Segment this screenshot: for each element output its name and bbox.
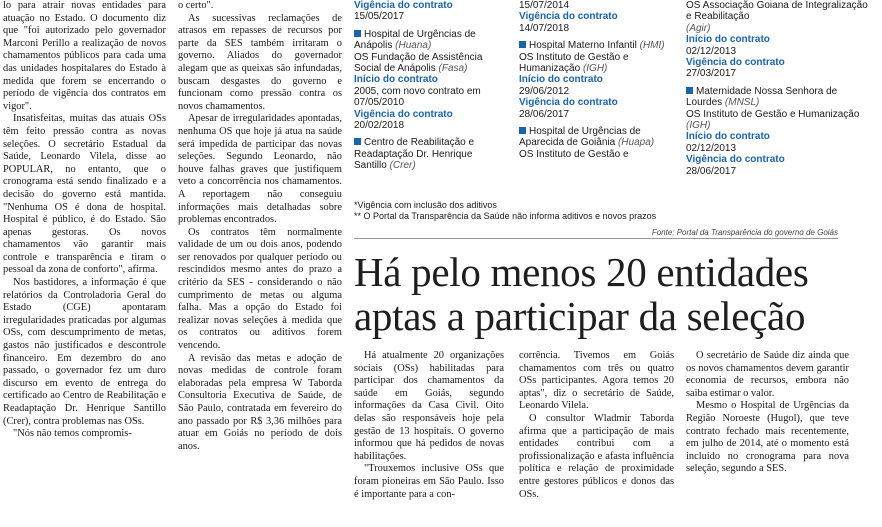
note: *Vigência com inclusão dos aditivos: [354, 200, 497, 210]
article-column-2: [178, 0, 342, 453]
paragraph: Há atualmente 20 organizações sociais (OSs) habilitadas para participar dos chamamentos da saúde em Goiás, segundo informações da Casa Civil. Oito delas são responsáveis hoje pela gestão de 13 hospitais. O governo informou que há pedidos de novas habilitações.: [354, 350, 504, 462]
label: Início do contrato: [686, 131, 770, 143]
date-value: 2005, com novo contrato em 07/05/2010: [354, 85, 481, 109]
contract-entry: [354, 0, 504, 23]
contract-entry: [519, 0, 674, 34]
label: Vigência do contrato: [354, 108, 453, 120]
date-value: 28/06/2017: [519, 108, 570, 120]
os-name: OS Instituto de Gestão e Humanização (IGH): [686, 108, 860, 132]
date-value: 02/12/2013: [686, 142, 737, 154]
source-credit: Fonte: Portal da Transparência do governo de Goiás: [354, 228, 838, 239]
table-notes: [354, 200, 874, 222]
os-name: OS Instituto de Gestão e Humanização (IGH): [519, 51, 629, 75]
label: Vigência do contrato: [519, 97, 618, 109]
label: Início do contrato: [519, 74, 603, 86]
headline-line: aptas a participar da seleção: [354, 293, 806, 339]
contracts-table-column-1: [354, 0, 504, 178]
paragraph: o certo".: [178, 0, 214, 11]
paragraph: "Trouxemos inclusive OSs que foram pioneiras em São Paulo. Isso é importante para a con-: [354, 463, 504, 500]
paragraph: Os contratos têm normalmente validade de um ou dois anos, podendo ser renovados por qualquer período ou rescindidos mesmo antes do prazo a critério da SES - considerando o não cumprimento de metas ou alguma falha. Mas a opção do Estado foi realizar novas seleções à medida que os contratos ou aditivos forem vencendo.: [178, 226, 342, 352]
label: Vigência do contrato: [686, 154, 785, 166]
label: Início do contrato: [354, 74, 438, 86]
contracts-table-column-2: [519, 0, 674, 166]
contract-entry: [354, 137, 504, 171]
os-name: OS Fundação de Assistência Social de Anápolis (Fasa): [354, 51, 483, 75]
label: Início do contrato: [686, 34, 770, 46]
paragraph: O consultor Wladmir Taborda afirma que a participação de mais entidades contribui com a profissionalização e afasta influência política e relação de proximidade entre gestores públicos e donos das OSs.: [519, 412, 674, 500]
date-value: 28/06/2017: [686, 165, 737, 177]
os-name: OS Instituto de Gestão e: [519, 148, 629, 160]
paragraph: Nos bastidores, a informação é que relatórios da Controladoria Geral do Estado (CGE) apontaram irregularidades praticadas por algumas OSs, com descumprimento de metas, gastos não justificados e descontrole financeiro. Em dezembro do ano passado, o governador fez um duro discurso em evento de entrega do certificado ao Centro de Reabilitação e Readaptação Dr. Henrique Santillo (Crer), contra problemas nas OSs.: [3, 277, 166, 427]
date-value: 20/02/2018: [354, 120, 405, 132]
label: Vigência do contrato: [354, 0, 453, 11]
paragraph: corrência. Tivemos em Goiás chamamentos com três ou quatro OSs participantes. Agora temos 20 aptas", diz o secretário de Saúde, Leonardo Vilela.: [519, 350, 674, 412]
paragraph: Mesmo o Hospital de Urgências da Região Noroeste (Hugol), que teve contrato fechado mais recentemente, em julho de 2014, até o momento está incluído no cronograma para nova seleção, segundo a SES.: [686, 400, 849, 475]
date-value: 15/05/2017: [354, 11, 405, 23]
contract-entry: [519, 40, 674, 120]
lower-column-2: [519, 350, 674, 501]
headline: [354, 250, 854, 338]
hospital-name: Hospital de Urgências de Aparecida de Goiânia (Huapa): [519, 126, 655, 149]
note: ** O Portal da Transparência da Saúde não informa aditivos e novos prazos: [354, 211, 657, 221]
os-abbreviation: (Agir): [686, 22, 711, 34]
date-value: 15/07/2014: [519, 0, 570, 11]
contract-entry: [519, 126, 674, 160]
contract-entry: [354, 29, 504, 132]
hospital-name: Hospital Materno Infantil (HMI): [519, 40, 665, 51]
hospital-name: Hospital de Urgências de Anápolis (Huana): [354, 28, 476, 52]
label: Vigência do contrato: [686, 57, 785, 69]
hospital-name: Centro de Reabilitação e Readaptação Dr. Henrique Santillo (Crer): [354, 137, 475, 172]
contract-entry: [686, 86, 868, 177]
paragraph: Apesar de irregularidades apontadas, nenhuma OS que hoje já atua na saúde será impedida de participar das novas seleções. Segundo Leonardo, não houve falhas graves que justifiquem veto a concorrência nos chamamentos. A reportagem não conseguiu informações mais detalhadas sobre problemas encontrados.: [178, 113, 342, 226]
date-value: 02/12/2013: [686, 45, 737, 57]
date-value: 27/03/2017: [686, 68, 737, 80]
lower-column-3: [686, 350, 849, 476]
hospital-name: Maternidade Nossa Senhora de Lourdes (MNSL): [686, 85, 838, 109]
paragraph: A revisão das metas e adoção de novas medidas de controle foram elaboradas pela empresa W Taborda Consultoria Executiva de Saúde, de São Paulo, contratada em fevereiro do ano passado por R$ 3,36 milhões para atuar em Goiás no período de dois anos.: [178, 352, 342, 452]
article-column-1: [3, 0, 166, 441]
paragraph: O secretário de Saúde diz ainda que os novos chamamentos devem garantir economia de recursos, embora não saiba estimar o valor.: [686, 350, 849, 399]
date-value: 14/07/2018: [519, 22, 570, 34]
date-value: 29/06/2012: [519, 85, 570, 97]
os-name: OS Associação Goiana de Integralização e Reabilitação: [686, 0, 868, 23]
lower-column-1: [354, 350, 504, 501]
paragraph: Insatisfeitas, muitas das atuais OSs têm feito pressão contra as novas seleções. O secretário Estadual da Saúde, Leonardo Vilela, disse ao POPULAR, no entanto, que o cronograma está sendo finalizado e a decisão do governo está mantida. "Nenhuma OS é dona de hospital. Hospital é público, é do Estado. São apenas gestoras. Os novos chamamentos vão garantir mais controle e transparência e tiram o pessoal da zona de conforto", afirma.: [3, 113, 166, 276]
contracts-table-column-3: [686, 0, 868, 183]
paragraph: As sucessivas reclamações de atrasos em repasses de recursos por parte da SES também irritaram o governo. Aliados do governador alegam que as queixas são infundadas, buscam desgastes do governo e funcionam como pressão contra os novos chamamentos.: [178, 12, 342, 112]
label: Vigência do contrato: [519, 11, 618, 23]
headline-line: Há pelo menos 20 entidades: [354, 249, 809, 295]
paragraph: "Nós não temos compromis-: [13, 428, 132, 440]
contract-entry: [686, 0, 868, 80]
paragraph: lo para atrair novas entidades para atuação no Estado. O documento diz que "foi autorizado pelo governador Marconi Perillo a realização de novos chamamentos públicos para cada uma das unidades hospitalares do Estado à medida que forem se encerrando o período de vigência dos contratos em vigor".: [3, 0, 166, 112]
